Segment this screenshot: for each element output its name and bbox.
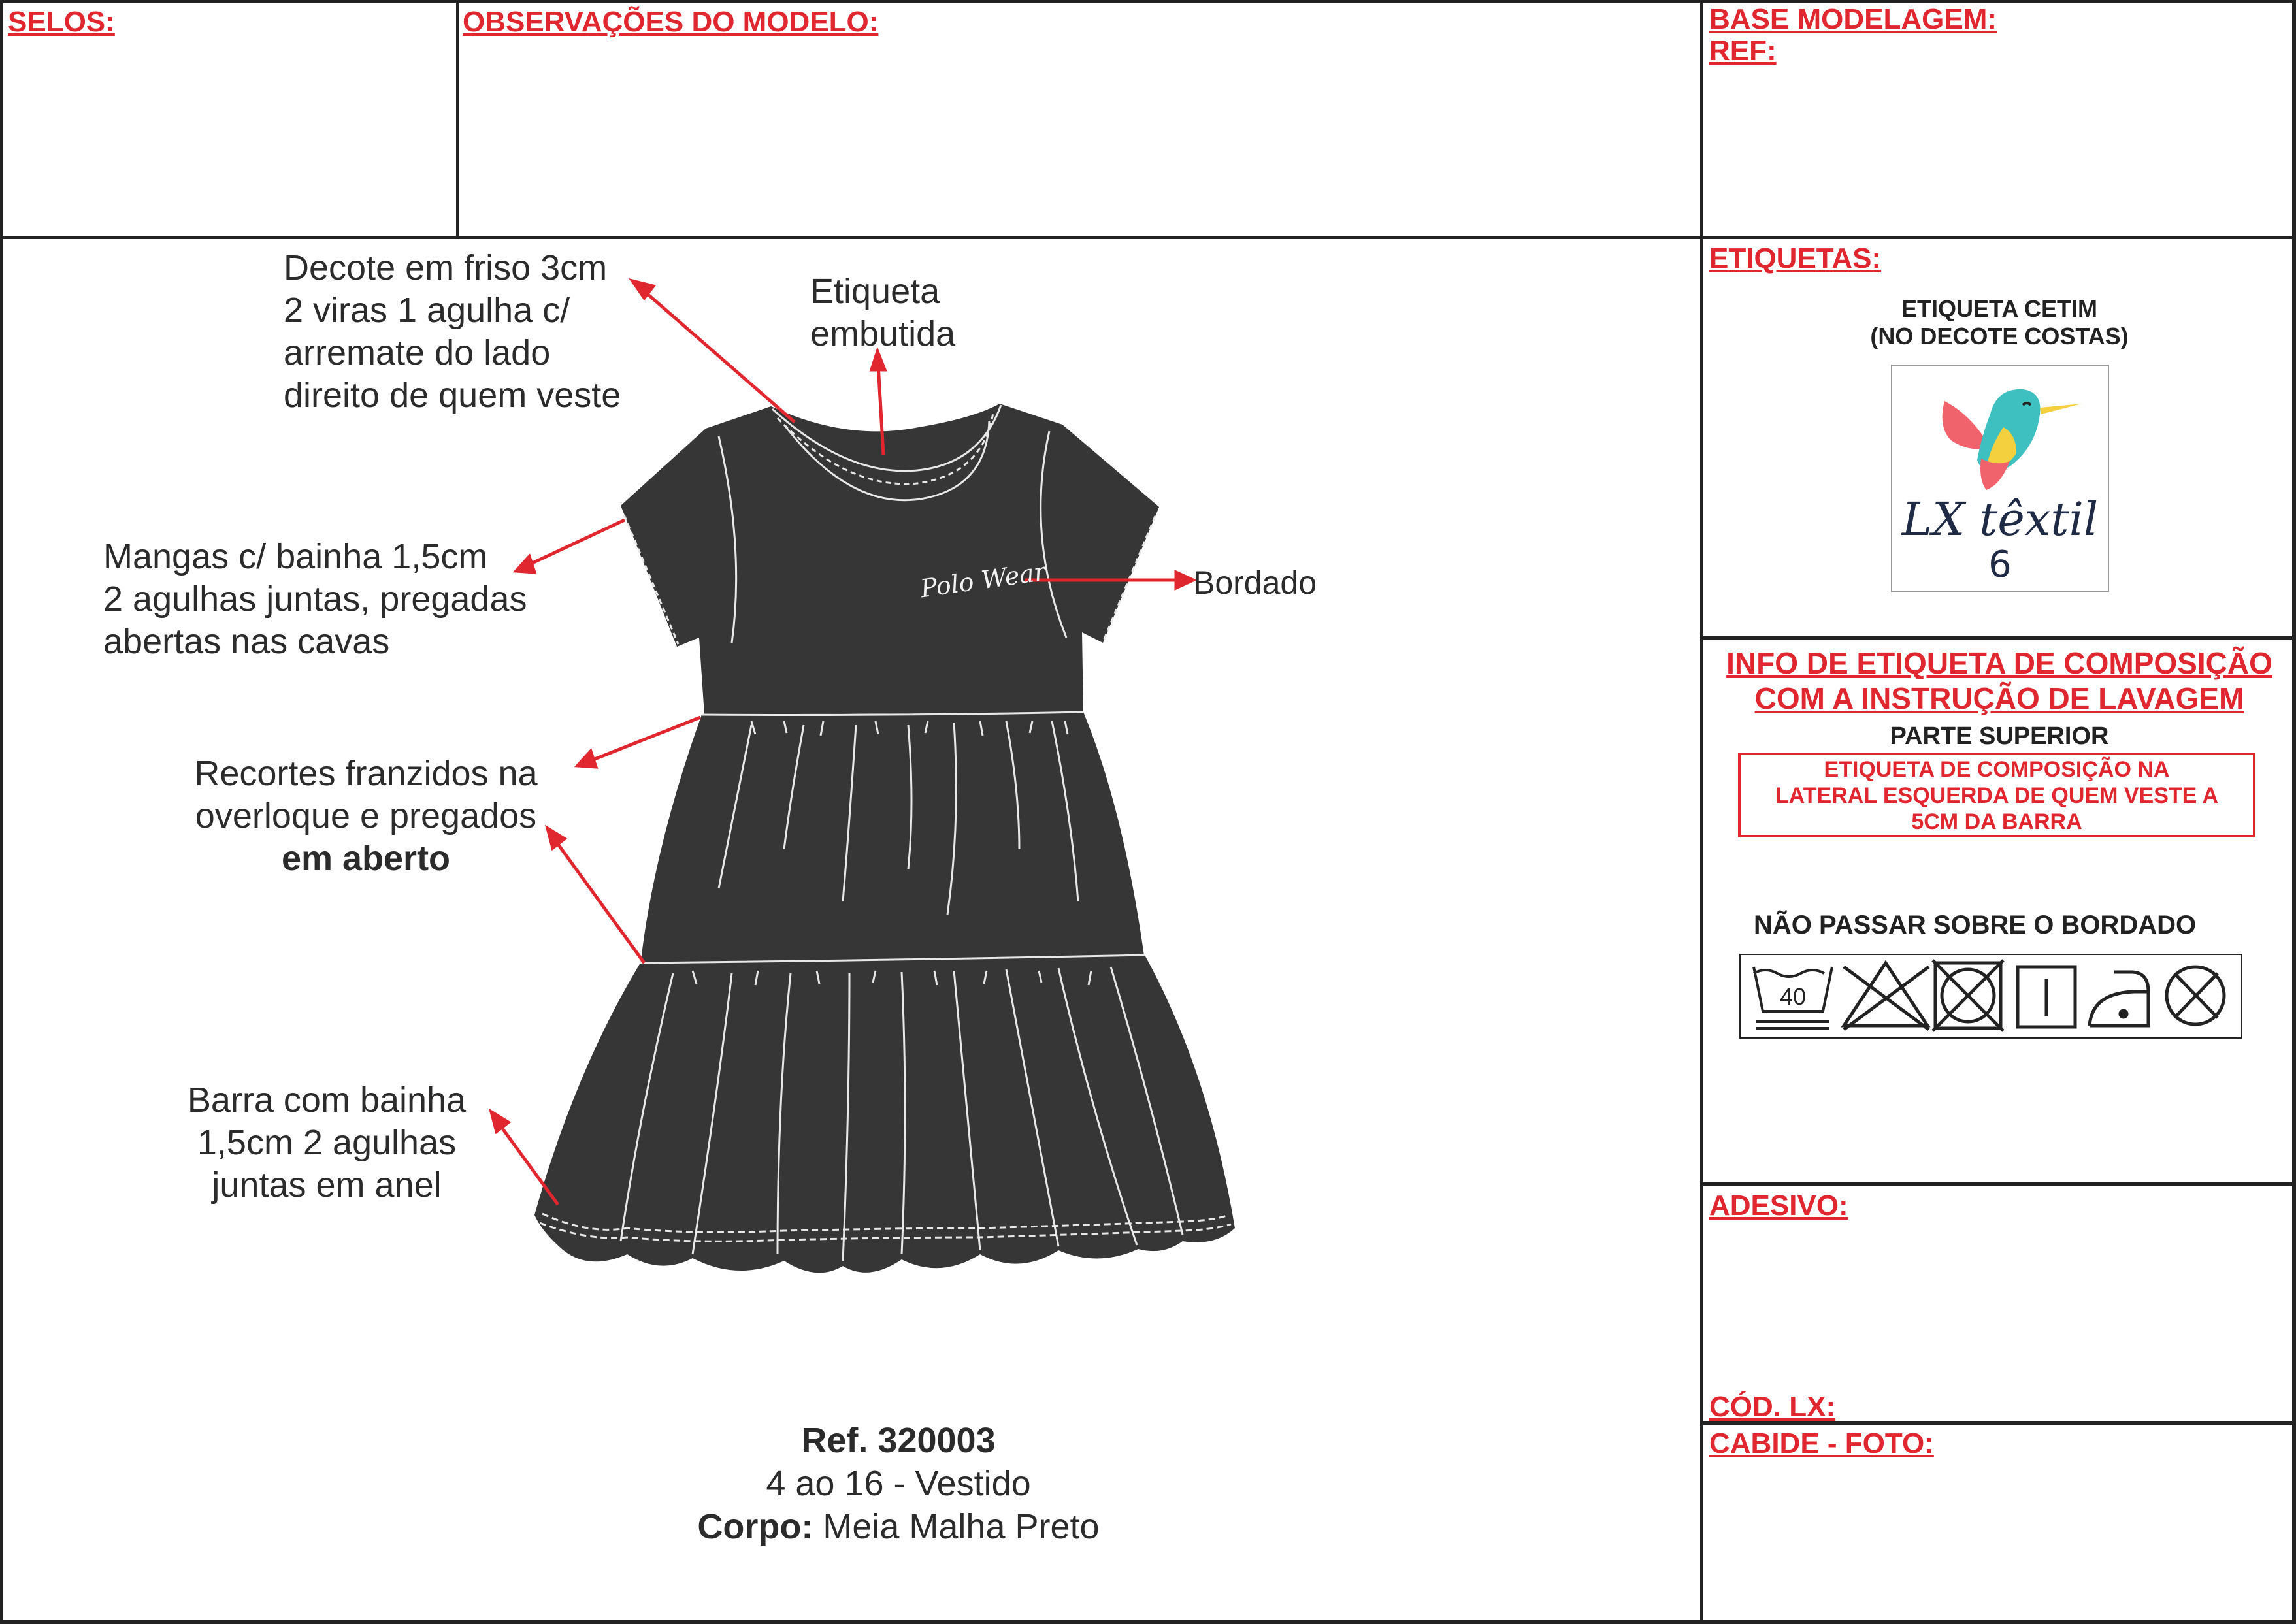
callout-decote-line3: arremate do lado	[284, 333, 551, 372]
callout-mangas-line1: Mangas c/ bainha 1,5cm	[103, 537, 488, 576]
ref-label: REF:	[1709, 35, 1777, 67]
ref-number: Ref. 320003	[801, 1421, 996, 1460]
parte-superior: PARTE SUPERIOR	[1890, 723, 2109, 750]
corpo-label: Corpo:	[697, 1507, 813, 1546]
callout-decote	[284, 247, 621, 417]
callout-barra-line2: 1,5cm 2 agulhas	[197, 1123, 457, 1162]
callout-recortes-bold: em aberto	[281, 839, 451, 878]
callout-decote-line4: direito de quem veste	[284, 376, 621, 415]
composicao-title-line2: COM A INSTRUÇÃO DE LAVAGEM	[1754, 681, 2244, 715]
composicao-title-line1: INFO DE ETIQUETA DE COMPOSIÇÃO	[1726, 646, 2272, 680]
iron-low-icon	[2090, 972, 2148, 1026]
composicao-box-line1: ETIQUETA DE COMPOSIÇÃO NA	[1824, 757, 2170, 782]
callout-etiqueta-line1: Etiqueta	[810, 272, 940, 311]
callout-mangas-line2: 2 agulhas juntas, pregadas	[103, 579, 527, 619]
composicao-box-line2: LATERAL ESQUERDA DE QUEM VESTE A	[1775, 783, 2219, 808]
callout-bordado: Bordado	[1193, 564, 1317, 601]
cod-lx-label: CÓD. LX:	[1709, 1391, 1836, 1423]
corpo-line	[555, 1505, 1241, 1548]
etiquetas-label: ETIQUETAS:	[1709, 242, 1882, 274]
observacoes-label: OBSERVAÇÕES DO MODELO:	[463, 6, 879, 38]
adesivo-label: ADESIVO:	[1709, 1190, 1848, 1222]
label-preview	[1891, 365, 2109, 592]
nao-passar-warning: NÃO PASSAR SOBRE O BORDADO	[1754, 911, 2197, 939]
callout-recortes-line2: overloque e pregados	[195, 796, 537, 836]
callout-decote-line2: 2 viras 1 agulha c/	[284, 291, 570, 330]
etiqueta-cetim-title	[1816, 295, 2182, 350]
callout-mangas-line3: abertas nas cavas	[103, 622, 390, 661]
callout-mangas	[103, 536, 527, 663]
reference-block	[555, 1419, 1241, 1548]
callout-etiqueta	[810, 270, 955, 355]
hummingbird-icon	[1918, 375, 2082, 499]
base-modelagem-label: BASE MODELAGEM:	[1709, 3, 1997, 35]
no-tumble-dry-icon	[1933, 960, 2003, 1031]
dress-body	[534, 404, 1235, 1273]
callout-barra	[163, 1079, 490, 1207]
no-bleach-icon	[1844, 963, 1929, 1030]
etiqueta-cetim-line1: ETIQUETA CETIM	[1901, 295, 2097, 322]
callout-recortes-line1: Recortes franzidos na	[194, 754, 538, 793]
etiquetas-divider	[1701, 636, 2296, 640]
callout-recortes	[170, 753, 562, 880]
cabide-foto-label: CABIDE - FOTO:	[1709, 1427, 1934, 1459]
callout-barra-line3: juntas em anel	[212, 1165, 442, 1205]
right-column-divider	[1700, 0, 1703, 1624]
size-line: 4 ao 16 - Vestido	[766, 1464, 1031, 1503]
no-dry-clean-icon	[2167, 967, 2224, 1024]
selos-label: SELOS:	[8, 6, 115, 38]
composicao-box-text	[1741, 756, 2253, 835]
etiqueta-cetim-line2: (NO DECOTE COSTAS)	[1870, 323, 2129, 349]
callout-etiqueta-line2: embutida	[810, 314, 956, 353]
label-size: 6	[1988, 544, 2012, 586]
composicao-title	[1705, 645, 2293, 716]
callout-barra-line1: Barra com bainha	[187, 1080, 467, 1120]
wash-temp: 40	[1779, 983, 1807, 1010]
embroidery-logo: Polo Wear	[918, 557, 1048, 604]
callout-decote-line1: Decote em friso 3cm	[284, 248, 608, 287]
frame-right	[2292, 0, 2296, 1624]
composicao-box-line3: 5CM DA BARRA	[1911, 809, 2082, 834]
label-brand: LX têxtil	[1901, 493, 2099, 546]
line-dry-icon	[2018, 967, 2075, 1027]
corpo-value: Meia Malha Preto	[823, 1507, 1100, 1546]
composicao-divider	[1701, 1182, 2296, 1186]
care-symbols	[1739, 954, 2242, 1039]
